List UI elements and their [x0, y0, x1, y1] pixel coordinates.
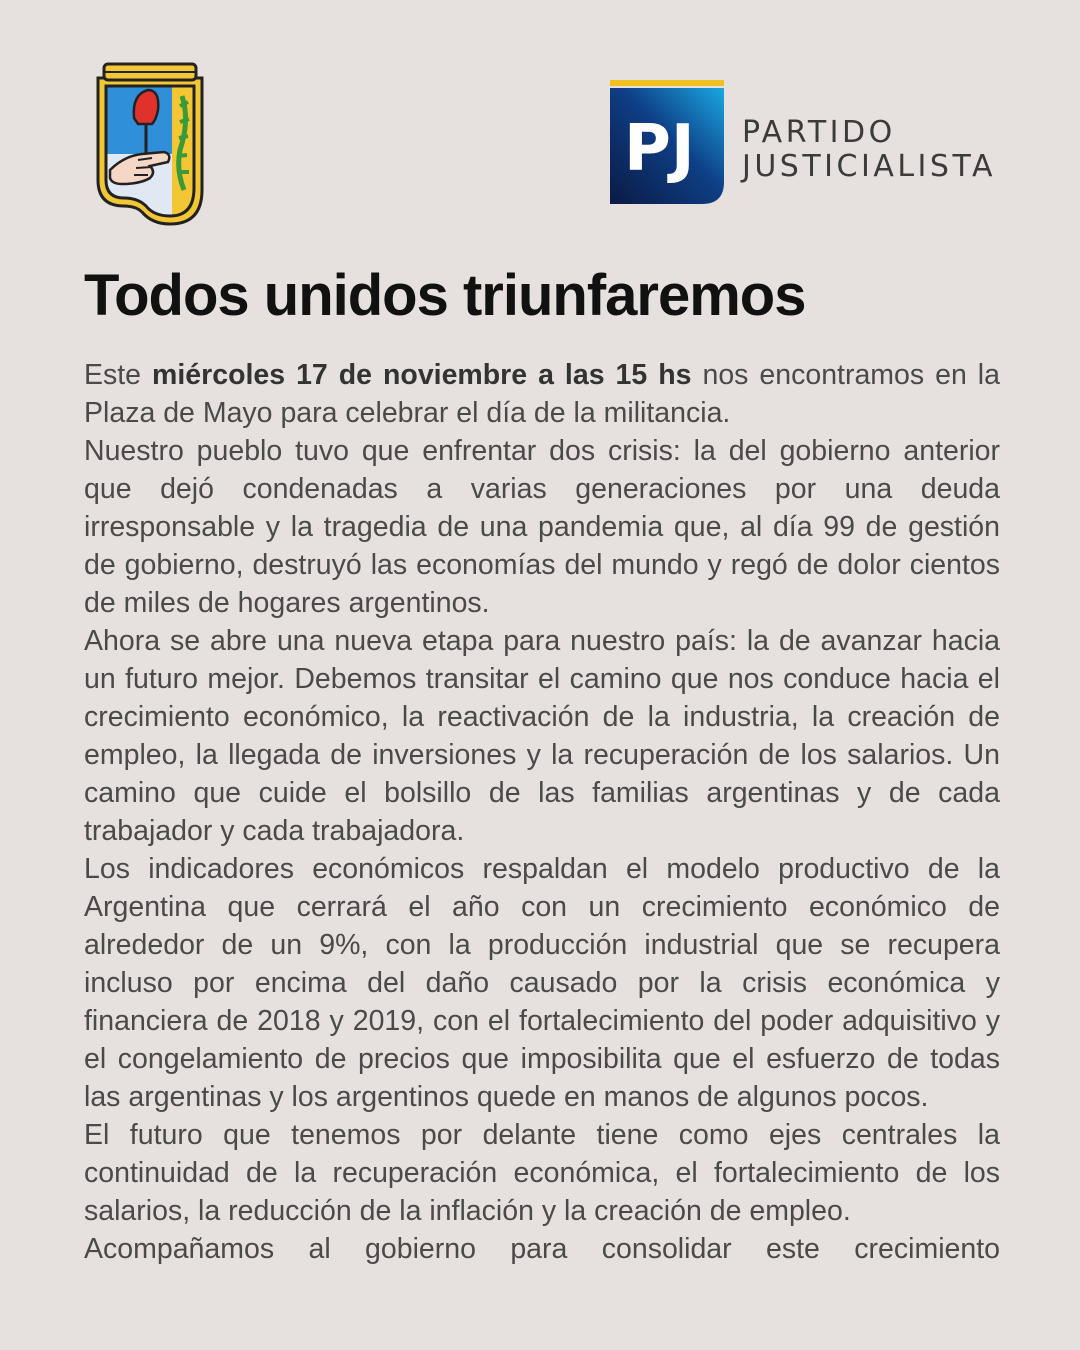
- p1-suffix: nos encontramos en la Plaza de Mayo para celebrar el día de la militancia.: [84, 359, 1000, 429]
- p1-prefix: Este: [84, 359, 153, 391]
- paragraph-3: Ahora se abre una nueva etapa para nuestro país: la de avanzar hacia un futuro mejor. Debemos transitar el camino que nos conduce hacia el crecimiento económico, la reactivación de la industria, la creación de empleo, la llegada de inversiones y la recuperación de los salarios. Un camino que cuide el bolsillo de las familias argentinas y de cada trabajador y cada trabajadora.: [84, 625, 1000, 847]
- paragraph-4: Los indicadores económicos respaldan el modelo productivo de la Argentina que cerrará el año con un crecimiento económico de alrededor de un 9%, con la producción industrial que se recupera incluso por encima del daño causado por la crisis económica y financiera de 2018 y 2019, con el fortalecimiento del poder adquisitivo y el congelamiento de precios que imposibilita que el esfuerzo de todas las argentinas y los argentinos quede en manos de algunos pocos.: [84, 853, 1000, 1113]
- party-name-line1: PARTIDO: [742, 115, 896, 150]
- pj-logo-icon: [608, 78, 728, 206]
- body-text: [84, 356, 1000, 1268]
- page-title: Todos unidos triunfaremos: [84, 263, 806, 328]
- paragraph-2: Nuestro pueblo tuvo que enfrentar dos crisis: la del gobierno anterior que dejó condenadas a varias generaciones por una deuda irresponsable y la tragedia de una pandemia que, al día 99 de gestión de gobierno, destruyó las economías del mundo y regó de dolor cientos de miles de hogares argentinos.: [84, 435, 1000, 619]
- event-date: miércoles 17 de noviembre a las 15 hs: [152, 359, 692, 391]
- party-name: [742, 116, 996, 184]
- paragraph-6: Acompañamos al gobierno para consolidar este crecimiento: [84, 1233, 1000, 1265]
- paragraph-5: El futuro que tenemos por delante tiene como ejes centrales la continuidad de la recuperación económica, el fortalecimiento de los salarios, la reducción de la inflación y la creación de empleo.: [84, 1119, 1000, 1227]
- pj-letters: PJ: [624, 112, 695, 186]
- paragraph-1: [84, 356, 1000, 432]
- peronist-shield-icon: [94, 60, 206, 226]
- party-name-line2: JUSTICIALISTA: [742, 149, 996, 184]
